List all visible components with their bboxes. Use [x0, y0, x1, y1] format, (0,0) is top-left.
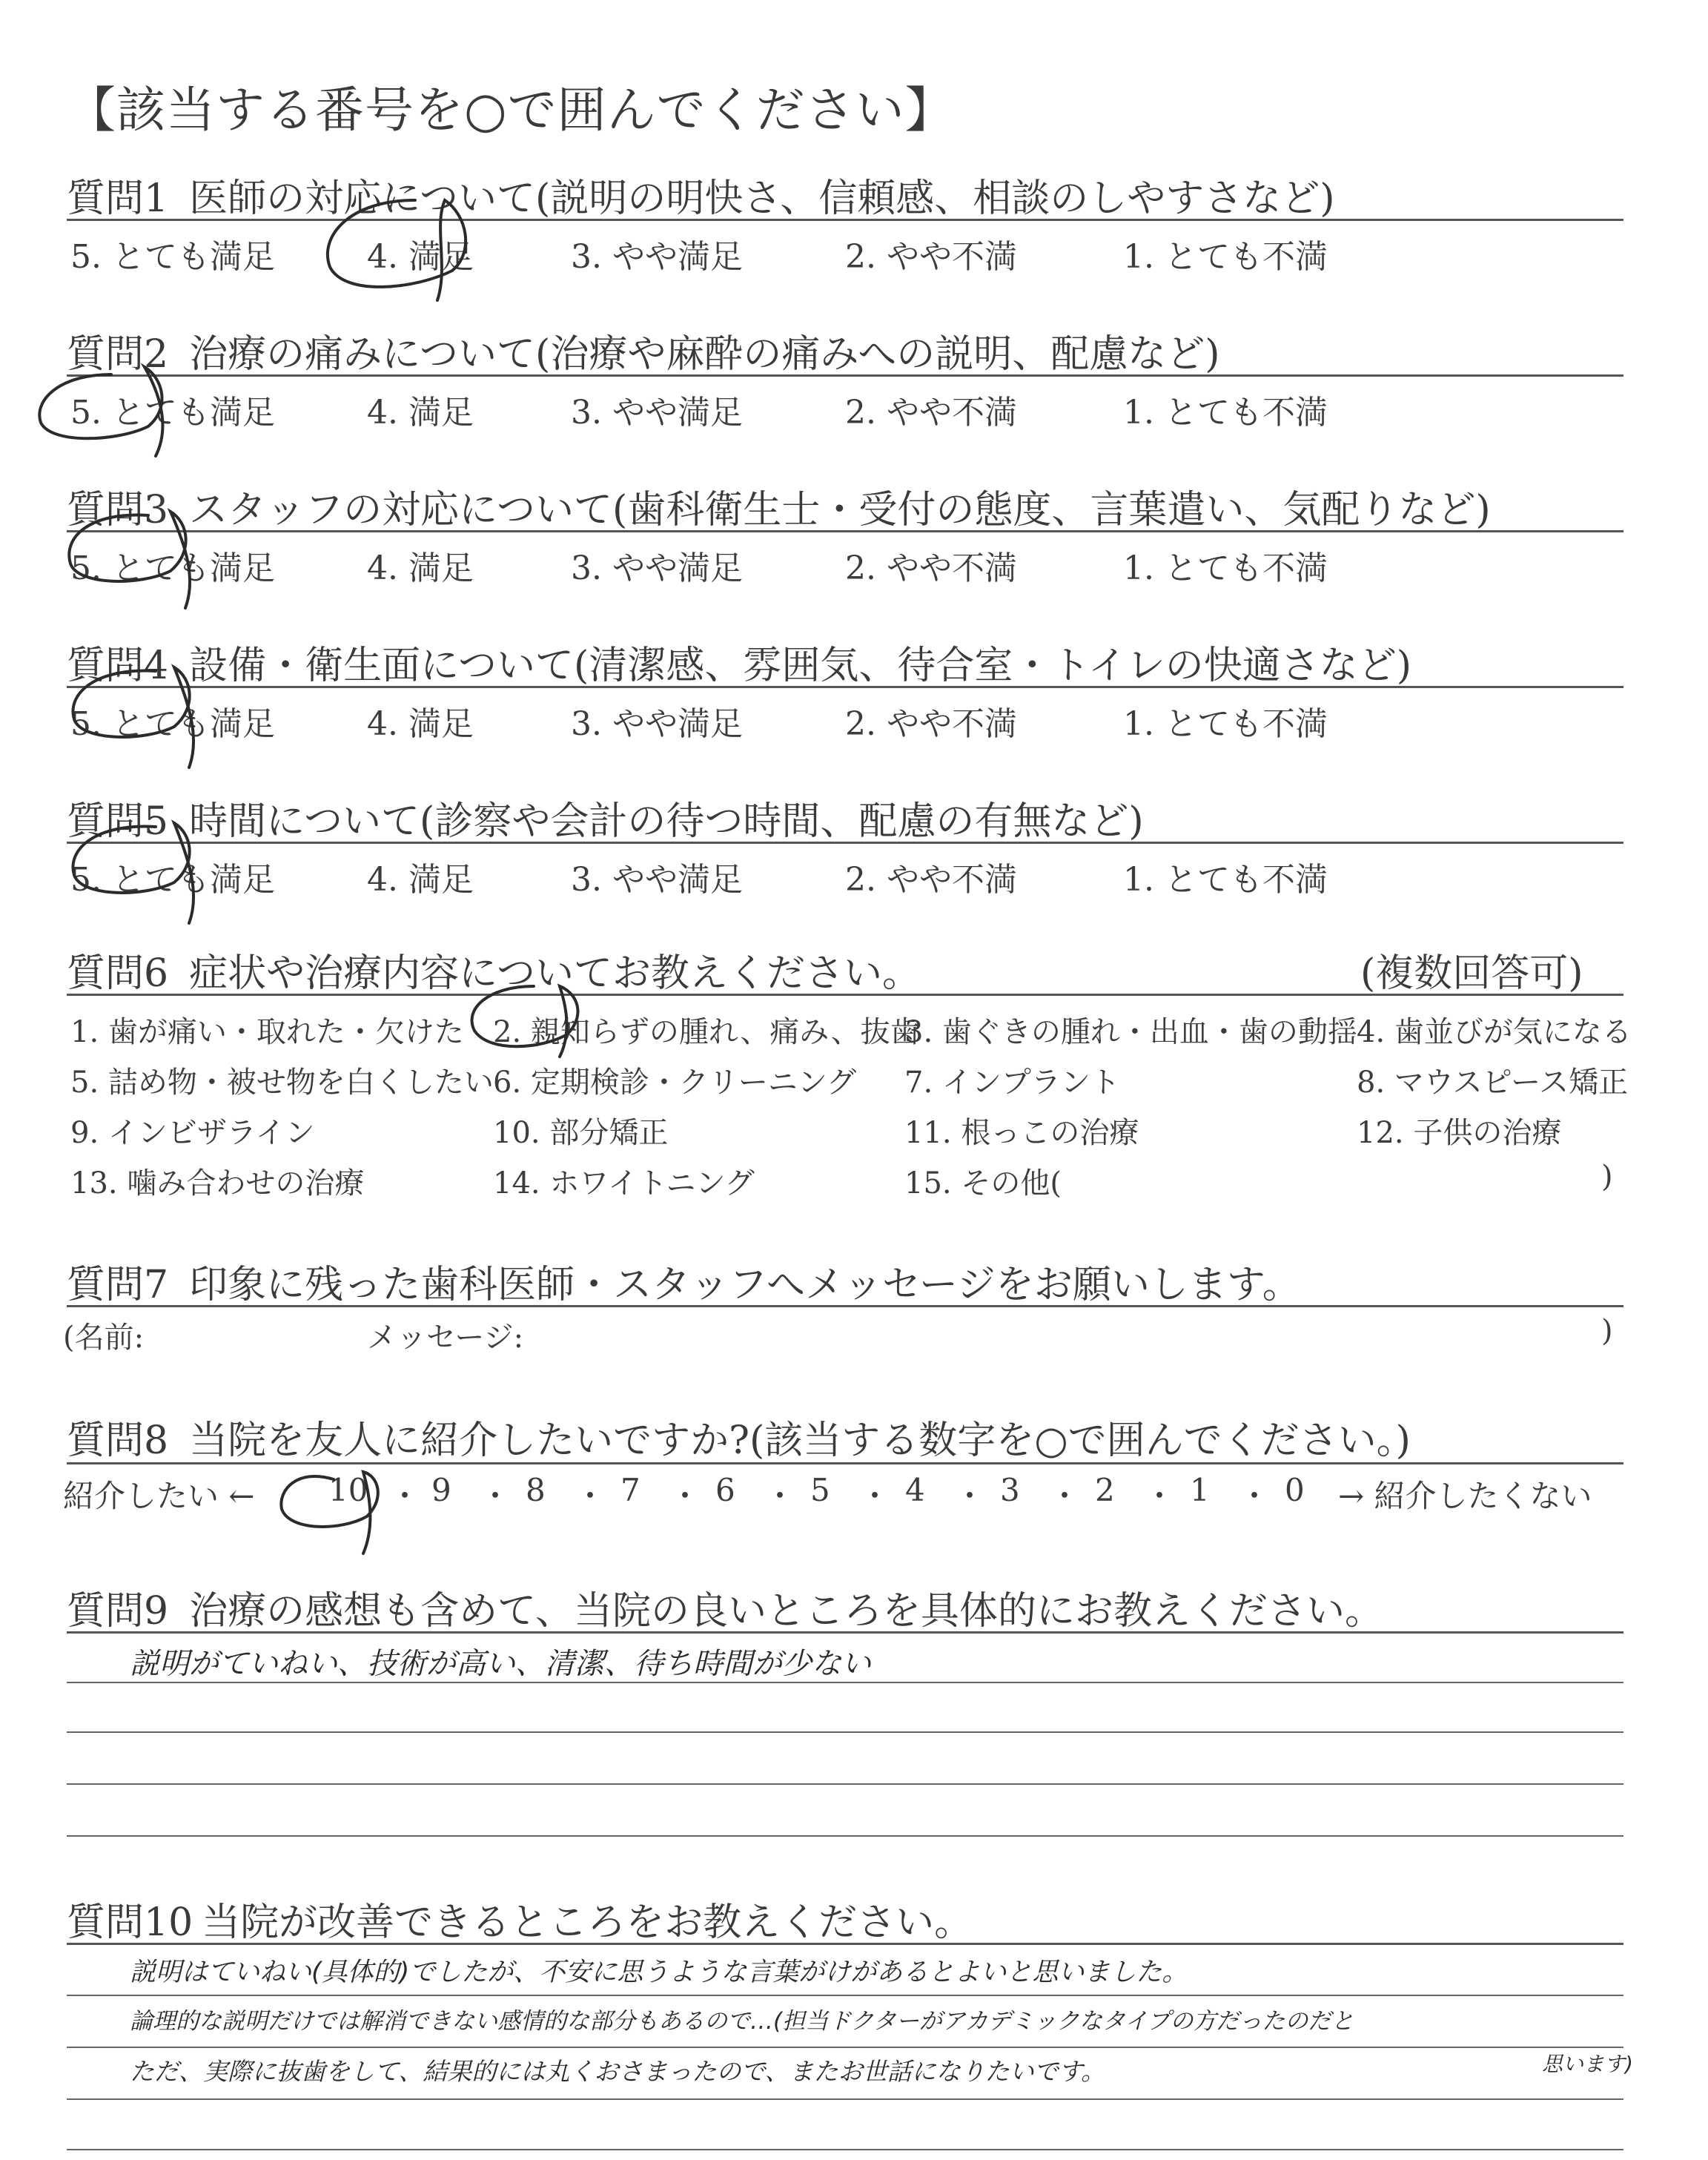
symptom-option[interactable]: 1. 歯が痛い・取れた・欠けた — [70, 1015, 464, 1049]
symptom-option[interactable]: 2. 親知らずの腫れ、痛み、抜歯 — [493, 1015, 920, 1049]
question-1-options — [70, 230, 1627, 274]
option-2[interactable]: 2. やや不満 — [845, 549, 1017, 587]
handwritten-answer-line: 論理的な説明だけでは解消できない感情的な部分もあるので…(担当ドクターがアカデミックなタイプの方だったのだと — [130, 2008, 1354, 2035]
divider — [67, 219, 1623, 221]
scale-value[interactable]: 2 — [1095, 1472, 1115, 1508]
answer-line — [67, 1835, 1623, 1837]
symptom-option-other[interactable]: 15. その他( — [904, 1166, 1062, 1200]
answer-line — [67, 2098, 1623, 2100]
multiple-answer-note: (複数回答可) — [1360, 951, 1583, 996]
question-4-options — [70, 697, 1627, 742]
divider — [67, 1462, 1623, 1464]
symptom-option[interactable]: 11. 根っこの治療 — [904, 1116, 1139, 1150]
divider — [67, 686, 1623, 688]
option-4[interactable]: 4. 満足 — [367, 394, 474, 432]
scale-value[interactable]: 3 — [1000, 1472, 1020, 1508]
option-2[interactable]: 2. やや不満 — [845, 394, 1017, 432]
option-1[interactable]: 1. とても不満 — [1123, 705, 1328, 743]
option-1[interactable]: 1. とても不満 — [1123, 861, 1328, 899]
symptom-option[interactable]: 6. 定期検診・クリーニング — [493, 1066, 857, 1100]
divider — [67, 1631, 1623, 1634]
paren-close: ) — [1601, 1160, 1613, 1194]
symptom-option[interactable]: 9. インビザライン — [70, 1116, 315, 1150]
scale-value[interactable]: 1 — [1190, 1472, 1210, 1508]
question-text: 当院が改善できるところをお教えください。 — [202, 1900, 973, 1945]
question-5-title — [67, 790, 1144, 845]
option-4[interactable]: 4. 満足 — [367, 238, 474, 276]
question-9-title — [67, 1579, 1383, 1635]
question-4-title — [67, 634, 1411, 690]
answer-line — [67, 1731, 1623, 1733]
question-text: スタッフの対応について(歯科衛生士・受付の態度、言葉遣い、気配りなど) — [189, 488, 1491, 532]
option-1[interactable]: 1. とても不満 — [1123, 394, 1328, 432]
symptom-option[interactable]: 5. 詰め物・被せ物を白くしたい — [70, 1066, 494, 1100]
answer-line — [67, 1783, 1623, 1785]
question-6-options — [70, 1008, 1632, 1216]
question-1-title — [67, 167, 1335, 222]
option-3[interactable]: 3. やや満足 — [571, 705, 743, 743]
question-5-options — [70, 853, 1627, 897]
symptom-option[interactable]: 14. ホワイトニング — [493, 1166, 755, 1200]
question-text: 治療の痛みについて(治療や麻酔の痛みへの説明、配慮など) — [189, 332, 1220, 377]
answer-line — [67, 1995, 1623, 1996]
symptom-option[interactable]: 7. インプラント — [904, 1066, 1120, 1100]
question-text: 医師の対応について(説明の明快さ、信頼感、相談のしやすさなど) — [189, 176, 1335, 221]
question-3-options — [70, 541, 1627, 586]
scale-left-label: 紹介したい ← — [63, 1478, 255, 1514]
question-2-options — [70, 386, 1627, 430]
divider — [67, 374, 1623, 377]
scale-value[interactable]: 0 — [1285, 1472, 1305, 1508]
symptom-option[interactable]: 13. 噛み合わせの治療 — [70, 1166, 365, 1200]
question-number: 質問1 — [67, 176, 169, 221]
scale-value[interactable]: 7 — [620, 1472, 640, 1508]
option-3[interactable]: 3. やや満足 — [571, 861, 743, 899]
handwritten-answer-line: 説明はていねい(具体的)でしたが、不安に思うような言葉がけがあるとよいと思いました。 — [130, 1958, 1188, 1987]
question-3-title — [67, 478, 1491, 534]
handwritten-answer-line: ただ、実際に抜歯をして、結果的には丸くおさまったので、またお世話になりたいです。 — [130, 2057, 1106, 2086]
option-5[interactable]: 5. とても満足 — [70, 705, 275, 743]
scale-right-label: → 紹介したくない — [1338, 1478, 1592, 1514]
scale-value[interactable]: 5 — [810, 1472, 830, 1508]
question-7-fields — [63, 1314, 1627, 1358]
form-header: 【該当する番号を○で囲んでください】 — [67, 82, 955, 139]
question-6-title — [67, 942, 921, 997]
question-number: 質問6 — [67, 951, 169, 996]
option-4[interactable]: 4. 満足 — [367, 549, 474, 587]
question-8-title — [67, 1409, 1411, 1464]
symptom-option[interactable]: 10. 部分矯正 — [493, 1116, 669, 1150]
option-1[interactable]: 1. とても不満 — [1123, 238, 1328, 276]
symptom-option[interactable]: 3. 歯ぐきの腫れ・出血・歯の動揺 — [904, 1015, 1357, 1049]
symptom-option[interactable]: 8. マウスピース矯正 — [1357, 1066, 1629, 1100]
option-5[interactable]: 5. とても満足 — [70, 238, 275, 276]
symptom-option[interactable]: 4. 歯並びが気になる — [1357, 1015, 1632, 1049]
symptom-option[interactable]: 12. 子供の治療 — [1357, 1116, 1562, 1150]
option-5[interactable]: 5. とても満足 — [70, 861, 275, 899]
handwritten-answer-line: 思います) — [1542, 2052, 1633, 2076]
option-4[interactable]: 4. 満足 — [367, 861, 474, 899]
scale-value[interactable]: 10 — [328, 1472, 368, 1508]
option-5[interactable]: 5. とても満足 — [70, 394, 275, 432]
question-number: 質問8 — [67, 1418, 169, 1463]
question-10-title — [67, 1891, 973, 1946]
question-number: 質問4 — [67, 644, 169, 688]
scale-value[interactable]: 4 — [905, 1472, 925, 1508]
option-2[interactable]: 2. やや不満 — [845, 861, 1017, 899]
option-3[interactable]: 3. やや満足 — [571, 549, 743, 587]
option-5[interactable]: 5. とても満足 — [70, 549, 275, 587]
question-number: 質問2 — [67, 332, 169, 377]
question-number: 質問9 — [67, 1589, 169, 1634]
question-number: 質問10 — [67, 1900, 193, 1945]
scale-value[interactable]: 8 — [526, 1472, 546, 1508]
option-3[interactable]: 3. やや満足 — [571, 394, 743, 432]
answer-line — [67, 1682, 1623, 1683]
question-text: 設備・衛生面について(清潔感、雰囲気、待合室・トイレの快適さなど) — [189, 644, 1412, 688]
divider — [67, 530, 1623, 532]
answer-line — [67, 2047, 1623, 2048]
divider — [67, 1305, 1623, 1307]
divider — [67, 842, 1623, 844]
question-number: 質問5 — [67, 799, 169, 844]
divider — [67, 1943, 1623, 1945]
paren-close: ) — [1601, 1314, 1613, 1348]
question-number: 質問7 — [67, 1263, 169, 1307]
option-2[interactable]: 2. やや不満 — [845, 705, 1017, 743]
answer-line — [67, 2149, 1623, 2150]
handwritten-answer: 説明がていねい、技術が高い、清潔、待ち時間が少ない — [130, 1647, 871, 1681]
scale-value[interactable]: 9 — [431, 1472, 451, 1508]
question-text: 治療の感想も含めて、当院の良いところを具体的にお教えください。 — [189, 1589, 1384, 1634]
question-text: 症状や治療内容についてお教えください。 — [189, 951, 921, 996]
option-2[interactable]: 2. やや不満 — [845, 238, 1017, 276]
question-number: 質問3 — [67, 488, 169, 532]
option-1[interactable]: 1. とても不満 — [1123, 549, 1328, 587]
recommend-scale: 紹介したい ← 10 ・ 9 ・ 8 ・ 7 ・ 6 ・ 5 ・ 4 ・ 3 ・ 2 ・ 1 ・ 0 → 紹介したくない — [63, 1472, 1635, 1516]
question-text: 印象に残った歯科医師・スタッフへメッセージをお願いします。 — [189, 1263, 1301, 1307]
name-label: (名前: — [63, 1321, 145, 1355]
question-text: 当院を友人に紹介したいですか?(該当する数字を○で囲んでください。) — [189, 1418, 1411, 1463]
scale-value[interactable]: 6 — [715, 1472, 735, 1508]
message-label: メッセージ: — [367, 1321, 524, 1355]
option-3[interactable]: 3. やや満足 — [571, 238, 743, 276]
question-2-title — [67, 323, 1220, 378]
question-7-title — [67, 1253, 1301, 1309]
question-text: 時間について(診察や会計の待つ時間、配慮の有無など) — [189, 799, 1144, 844]
divider — [67, 994, 1623, 996]
option-4[interactable]: 4. 満足 — [367, 705, 474, 743]
